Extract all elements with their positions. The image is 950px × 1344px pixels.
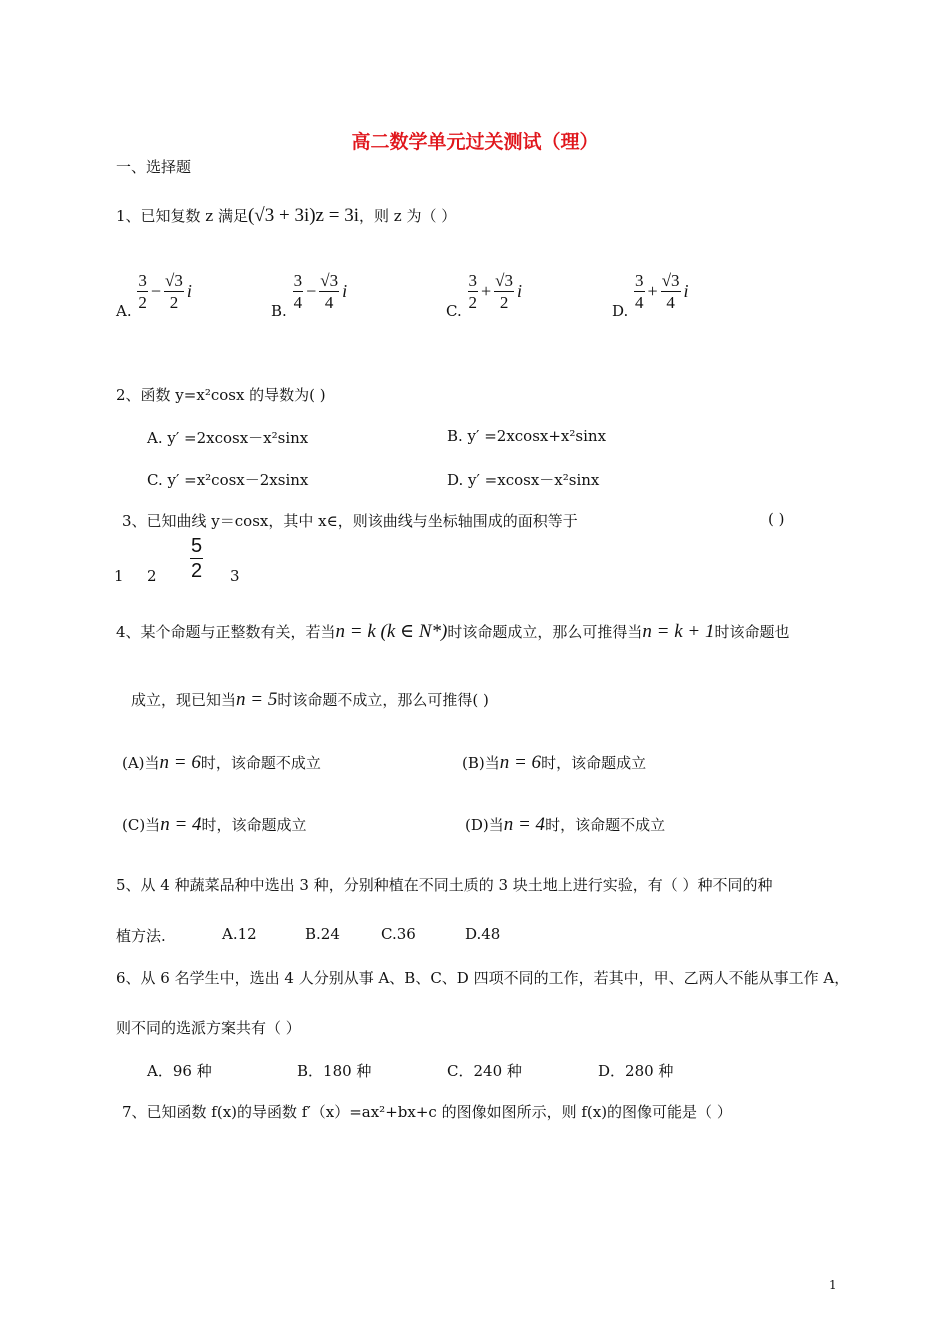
q5-option-d: D.48 <box>465 925 501 943</box>
q1-post: ，则 z 为（ ） <box>359 207 457 225</box>
q3-option-3: $\frac{5}{2}$ <box>191 535 203 582</box>
q1-equation: (√3 + 3i)z = 3i <box>247 205 359 226</box>
q1-option-c-formula: $\frac{3}{2}$ + $\frac{√3}{2}$ i <box>468 271 523 312</box>
question-6-line-1: 6、从 6 名学生中，选出 4 人分别从事 A、B、C、D 四项不同的工作，若其中，甲、乙两人不能从事工作 A， <box>116 969 850 987</box>
question-7-stem: 7、已知函数 f(x)的导函数 f′（x）=ax²+bx+c 的图像如图所示，则 f(x)的图像可能是（ ） <box>122 1103 732 1121</box>
q6-option-d: D．280 种 <box>598 1062 674 1080</box>
q1-option-c-label: C. <box>446 302 462 320</box>
q5-option-c: C.36 <box>381 925 416 943</box>
question-5-line-2: 植方法. <box>116 927 166 945</box>
q1-option-a-formula: $\frac{3}{2}$ − $\frac{√3}{2}$ i <box>138 271 192 312</box>
q1-option-d-label: D. <box>612 302 629 320</box>
q2-option-c: C. y′ =x²cosx－2xsinx <box>147 471 309 489</box>
page-number: 1 <box>829 1278 837 1292</box>
q6-option-b: B．180 种 <box>297 1062 372 1080</box>
q1-option-d-formula: $\frac{3}{4}$ + $\frac{√3}{4}$ i <box>635 271 689 312</box>
q1-option-b-formula: $\frac{3}{4}$ − $\frac{√3}{4}$ i <box>293 271 348 312</box>
q3-answer-paren: ( ) <box>768 510 785 528</box>
q1-option-a-label: A. <box>116 302 132 320</box>
question-2-stem: 2、函数 y=x²cosx 的导数为( ) <box>116 386 326 404</box>
q4-equation-1: n = k (k ∈ N*) <box>335 621 448 642</box>
q3-option-2: 2 <box>147 567 157 585</box>
question-5-line-1: 5、从 4 种蔬菜品种中选出 3 种，分别种植在不同土质的 3 块土地上进行实验，有（ ）种不同的种 <box>116 876 773 894</box>
q6-option-c: C．240 种 <box>447 1062 522 1080</box>
q4-option-d: (D)当n = 4时，该命题不成立 <box>465 814 666 835</box>
q4-option-c: (C)当n = 4时，该命题成立 <box>122 814 307 835</box>
q3-option-4: 3 <box>230 567 240 585</box>
q1-option-b <box>271 271 348 320</box>
question-4-line-1: 4、某个命题与正整数有关，若当n = k (k ∈ N*)时该命题成立，那么可推得当n = k + 1时该命题也 <box>116 621 790 642</box>
page-title: 高二数学单元过关测试（理） <box>351 131 599 153</box>
q6-option-a: A．96 种 <box>147 1062 212 1080</box>
q4-equation-3: n = 5 <box>236 689 278 710</box>
q1-option-a <box>116 271 192 320</box>
q1-option-d <box>612 271 689 320</box>
q4-option-a: (A)当n = 6时，该命题不成立 <box>122 752 321 773</box>
q2-option-d: D. y′ =xcosx－x²sinx <box>447 471 600 489</box>
q5-option-a: A.12 <box>222 925 257 943</box>
q4-equation-2: n = k + 1 <box>642 621 715 642</box>
question-4-line-2: 成立，现已知当n = 5时该命题不成立，那么可推得( ) <box>131 689 489 710</box>
q2-option-a: A. y′ =2xcosx－x²sinx <box>147 429 309 447</box>
q3-option-1: 1 <box>114 567 124 585</box>
q5-option-b: B.24 <box>305 925 340 943</box>
question-3-stem: 3、已知曲线 y＝cosx，其中 x∈，则该曲线与坐标轴围成的面积等于 <box>122 512 578 530</box>
section-heading: 一、选择题 <box>116 158 192 176</box>
q1-option-c <box>446 271 523 320</box>
question-6-line-2: 则不同的选派方案共有（ ） <box>116 1019 301 1037</box>
question-1-stem <box>116 205 456 227</box>
q4-option-b: (B)当n = 6时，该命题成立 <box>462 752 647 773</box>
q1-option-b-label: B. <box>271 302 287 320</box>
q1-pre: 1、已知复数 z 满足 <box>116 207 248 225</box>
q2-option-b: B. y′ =2xcosx+x²sinx <box>447 427 607 445</box>
